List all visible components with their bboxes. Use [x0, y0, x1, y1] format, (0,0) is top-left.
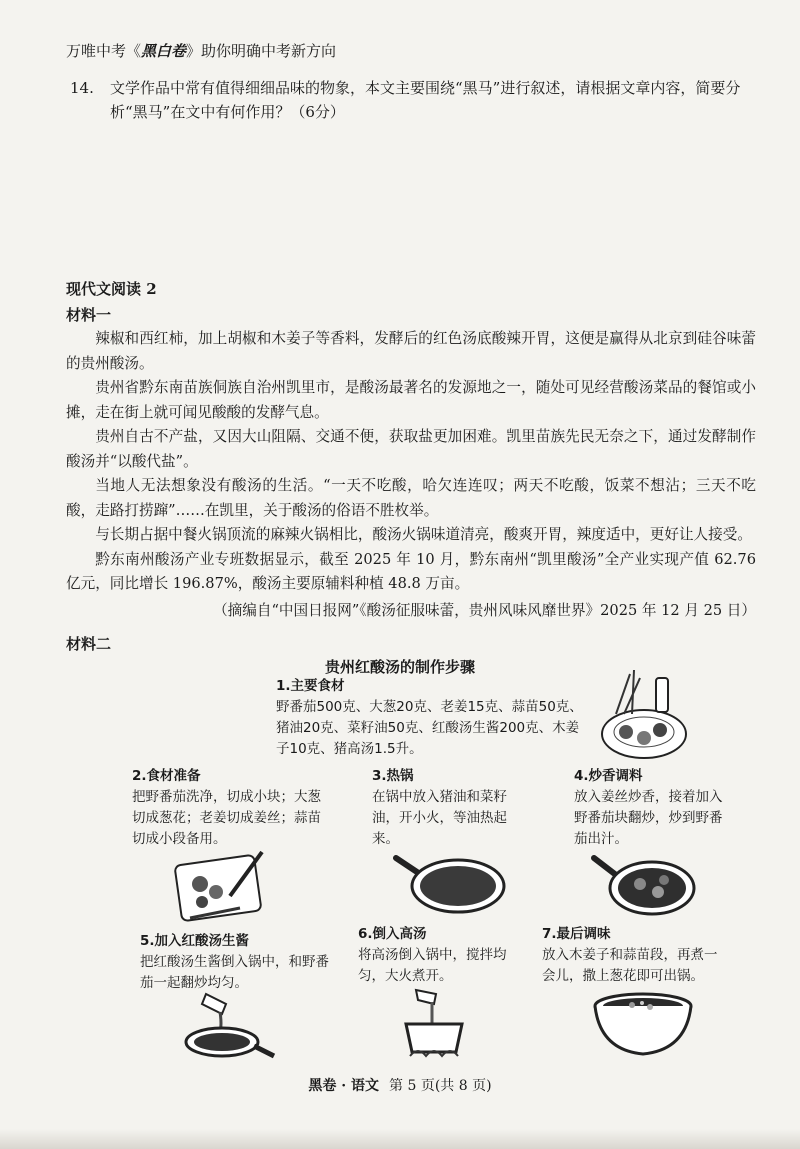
- question-number: 14.: [70, 79, 94, 97]
- step-title: 1.主要食材: [276, 678, 345, 694]
- ingredients-plate-illustration: [596, 664, 696, 764]
- page-footer: [0, 1075, 800, 1095]
- material1-paragraph: 贵州自古不产盐，又因大山阻隔、交通不便，获取盐更加困难。凯里苗族先民无奈之下，通过发酵制作酸汤并“以酸代盐”。: [66, 428, 756, 470]
- recipe-step-1: [276, 676, 586, 760]
- recipe-title: 贵州红酸汤的制作步骤: [324, 658, 475, 676]
- cutting-board-illustration: [170, 848, 280, 928]
- section-title: 现代文阅读 2: [66, 280, 157, 298]
- material1-paragraph: 当地人无法想象没有酸汤的生活。“一天不吃酸，哈欠连连叹；两天不吃酸，饭菜不想沾；三天不吃酸，走路打捞蹿”……在凯里，关于酸汤的俗语不胜枚举。: [66, 477, 756, 519]
- recipe-step-4: [574, 766, 724, 850]
- step-text: 野番茄500克、大葱20克、老姜15克、蒜苗50克、猪油20克、菜籽油50克、红酸汤生酱200克、木姜子10克、猪高汤1.5升。: [276, 699, 583, 757]
- header-prefix: 万唯中考《: [66, 42, 142, 60]
- page-number: 第 5 页(共 8 页): [389, 1078, 492, 1094]
- step-title: 7.最后调味: [542, 926, 611, 942]
- step-text: 放入木姜子和蒜苗段，再煮一会儿，撒上葱花即可出锅。: [542, 947, 718, 984]
- step-text: 在锅中放入猪油和菜籽油，开小火，等油热起来。: [372, 789, 507, 847]
- material1-body: [66, 327, 756, 623]
- question-14: [70, 76, 760, 124]
- material1-paragraph: 黔东南州酸汤产业专班数据显示，截至 2025 年 10 月，黔东南州“凯里酸汤”全产业实现产值 62.76 亿元，同比增长 196.87%，酸汤主要原辅料种植 48.8 万亩。: [66, 550, 756, 592]
- footer-title: 黑卷 · 语文: [308, 1078, 380, 1094]
- step-text: 放入姜丝炒香，接着加入野番茄块翻炒，炒到野番茄出汁。: [574, 789, 723, 847]
- material1-paragraph: 辣椒和西红柿，加上胡椒和木姜子等香料，发酵后的红色汤底酸辣开胃，这便是赢得从北京到硅谷味蕾的贵州酸汤。: [66, 330, 756, 372]
- step-title: 3.热锅: [372, 768, 414, 784]
- sauce-pouring-illustration: [176, 990, 276, 1062]
- recipe-step-2: [132, 766, 332, 850]
- step-title: 6.倒入高汤: [358, 926, 427, 942]
- page-header: [66, 40, 336, 61]
- scan-shadow-edge: [0, 1129, 800, 1149]
- soup-bowl-illustration: [588, 984, 698, 1064]
- recipe-step-5: [140, 931, 340, 994]
- step-text: 将高汤倒入锅中，搅拌均匀，大火煮开。: [358, 947, 507, 984]
- stir-fry-pan-illustration: [590, 842, 700, 922]
- header-suffix: 》助你明确中考新方向: [186, 42, 337, 60]
- material1-label: 材料一: [66, 306, 112, 324]
- recipe-step-7: [542, 924, 722, 987]
- step-text: 把野番茄洗净，切成小块；大葱切成葱花；老姜切成姜丝；蒜苗切成小段备用。: [132, 789, 321, 847]
- step-title: 2.食材准备: [132, 768, 201, 784]
- recipe-step-6: [358, 924, 508, 987]
- step-title: 5.加入红酸汤生酱: [140, 933, 250, 949]
- frying-pan-illustration: [392, 838, 512, 918]
- material1-paragraph: 与长期占据中餐火锅顶流的麻辣火锅相比，酸汤火锅味道清亮，酸爽开胃，辣度适中，更好让人接受。: [95, 526, 752, 543]
- step-title: 4.炒香调料: [574, 768, 643, 784]
- question-text: 文学作品中常有值得细细品味的物象，本文主要围绕“黑马”进行叙述，请根据文章内容，简要分析“黑马”在文中有何作用？（6分）: [110, 79, 741, 121]
- material1-paragraph: 贵州省黔东南苗族侗族自治州凯里市，是酸汤最著名的发源地之一，随处可见经营酸汤菜品的餐馆或小摊，走在街上就可闻见酸酸的发酵气息。: [66, 379, 756, 421]
- material2-label: 材料二: [66, 635, 112, 653]
- step-text: 把红酸汤生酱倒入锅中，和野番茄一起翻炒均匀。: [140, 954, 329, 991]
- broth-pot-illustration: [396, 984, 476, 1064]
- header-brand: 黑白卷: [141, 42, 187, 60]
- material1-source: （摘编自“中国日报网”《酸汤征服味蕾，贵州风味风靡世界》2025 年 12 月 25 日）: [213, 601, 756, 619]
